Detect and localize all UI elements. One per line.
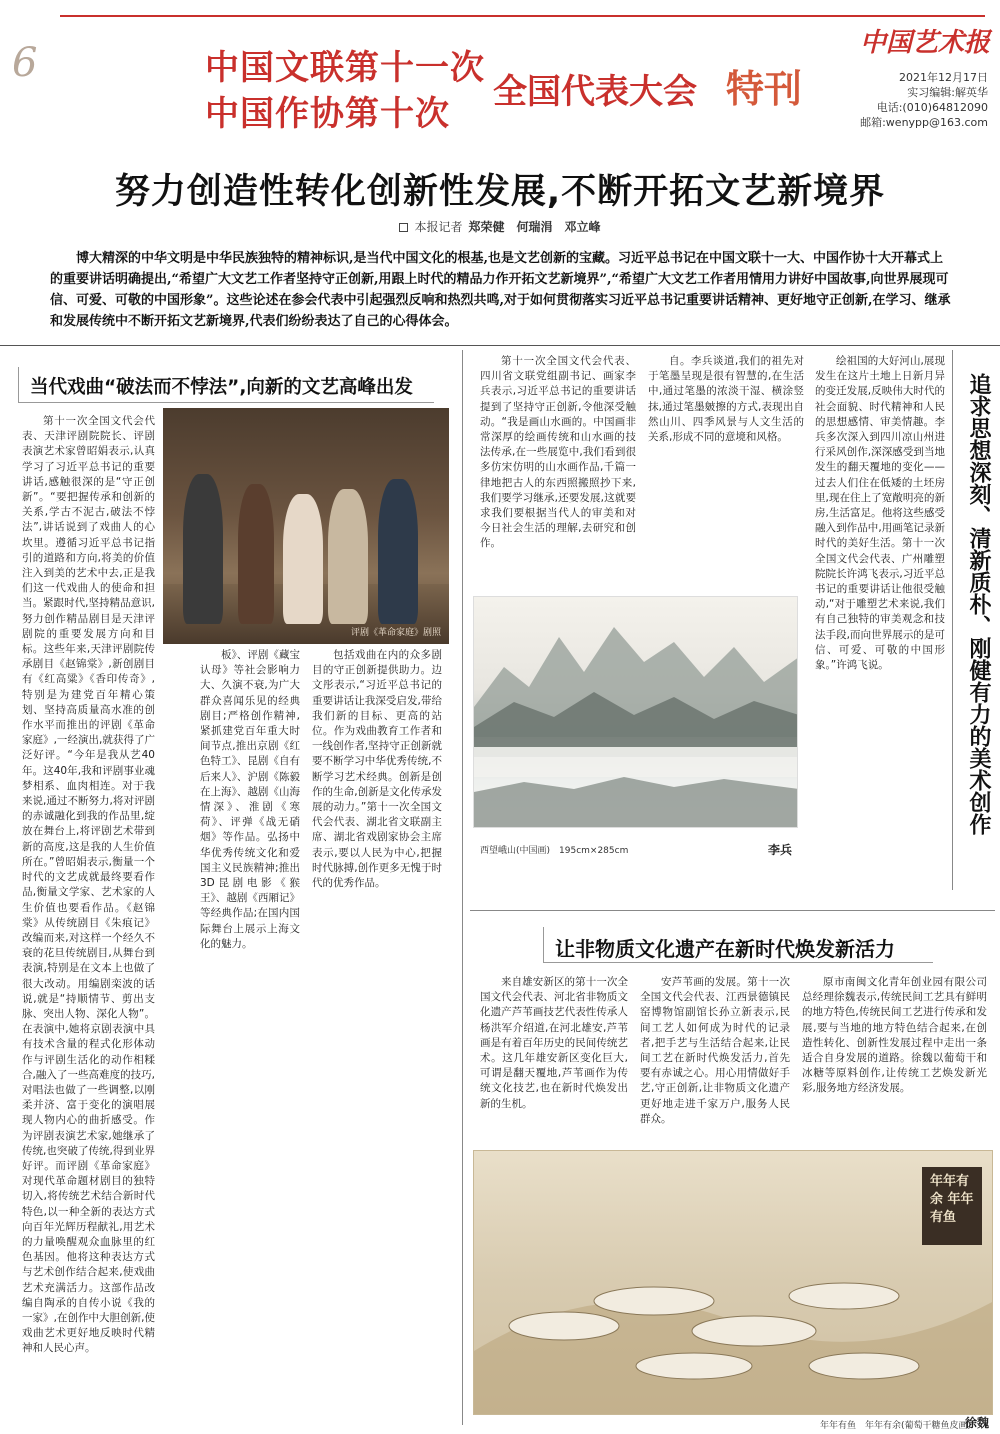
paragraph: 安芦苇画的发展。第十一次全国文代会代表、江西景德镇民窑博物馆副馆长孙立新表示,民间工艺人如何成为时代的记录者,把手艺与生活结合起来,让民间工艺在新时代焕发活力,首先要有赤诚之心。用心用情做好手艺,守正创新,让非物质文化遗产更好地走进千家万户,服务人民群众。 xyxy=(640,976,790,1125)
photo-caption: 评剧《革命家庭》剧照 xyxy=(350,628,441,638)
special-title-line1: 中国文联第十一次 xyxy=(205,48,485,88)
paragraph: 自。李兵谈道,我们的祖先对于笔墨呈现是很有智慧的,在生活中,通过笔墨的浓淡干湿、横涂竖抹,通过笔墨皴擦的方式,表现出自然山川、四季风景与人文生活的关系,形成不同的意境和风格。 xyxy=(648,355,804,444)
paragraph: 第十一次全国文代会代表、天津评剧院院长、评剧表演艺术家曾昭娟表示,认真学习了习近平总书记的重要讲话,感触很深的是“守正创新”。“要把握传承和创新的关系,学古不泥古,破法不悖法”,讲话说到了戏曲人的心坎里。遵循习近平总书记指引的道路和方向,将美的价值注入到美的艺术中去,正是我们这一代戏曲人的使命和担当。紧跟时代,坚持精品意识,努力创作精品剧目是天津评剧院的重要发展方向和目标。这些年来,天津评剧院传承剧目《赵锦棠》,新创剧目有《红高粱》《香印传奇》,特别是为建党百年精心策划、坚持高质量高水准的创作水平而推出的评剧《革命家庭》,一经演出,就获得了广泛好评。“今年是我从艺40年。这40年,我和评剧事业魂梦相系、血肉相连。对于我来说,通过不断努力,将对评剧的赤诚融化到我的作品里,绽放在舞台上,将评剧艺术带到新的高度,这是我的人生价值所在。”曾昭娟表示,衡量一个时代的文艺成就最终要看作品,衡量文学家、艺术家的人生价值也要看作品。《赵锦棠》从传统剧目《朱痕记》改编而来,对这样一个经久不衰的花旦传统剧目,从舞台到表演,特别是在文本上也做了很大改动。用编剧栾波的话说,就是“持顺情节、剪出支脉、突出人物、深化人物”。在表演中,她将京剧表演中具有技术含量的程式化形体动作与评剧生活化的动作相糅合,融入了一些高难度的技巧,对唱法也做了一些调整,以刚柔并济、富于变化的演唱展现人物内心的曲折感受。作为评剧表演艺术家,她继承了传统,也突破了传统,得到业界好评。而评剧《革命家庭》对现代革命题材剧目的独特切入,将传统艺术结合新时代特色,以一种全新的表达方式向百年光辉历程献礼,用艺术的力量唤醒观众血脉里的红色基因。他将这种表达方式与艺术创作结合起来,使戏曲艺术充满活力。这部作品改编自陶承的自传小说《我的一家》,在创作中大胆创新,使戏曲艺术更好地反映时代精神和人民心声。 xyxy=(22,415,155,1355)
column-divider xyxy=(462,350,463,1425)
fish-author: 徐魏 xyxy=(965,1416,990,1430)
section-head-art: 追求思想深刻、清新质朴、刚健有力的美术创作 xyxy=(966,373,991,835)
section-divider xyxy=(470,910,995,911)
header-rule xyxy=(60,15,985,17)
special-title-edition: 特刊 xyxy=(726,67,803,111)
byline-names: 郑荣健 何瑞涓 邓立峰 xyxy=(468,220,601,234)
special-title-line2: 中国作协第十次 xyxy=(205,94,450,134)
issue-date: 2021年12月17日 xyxy=(899,71,988,84)
text-column xyxy=(480,354,636,592)
fish-artwork-title: 年年有余 年年有鱼 xyxy=(922,1167,982,1245)
mountain-painting xyxy=(473,596,798,828)
paragraph: 来自雄安新区的第十一次全国文代会代表、河北省非物质文化遗产芦苇画技艺代表性传承人杨洪军介绍道,在河北雄安,芦苇画是有着百年历史的民间传统艺术。这几年雄安新区变化巨大,可谓是翻天覆地,芦苇画作为传统文化技艺,也在新时代焕发出新的生机。 xyxy=(480,976,628,1110)
section-bracket xyxy=(18,367,434,403)
lead-divider xyxy=(0,345,1000,346)
text-column xyxy=(312,648,442,1420)
column-divider xyxy=(952,350,953,890)
text-column xyxy=(22,414,155,1420)
paragraph: 绘祖国的大好河山,展现发生在这片土地上日新月异的变迁发展,反映伟大时代的社会面貌、时代精神和人民的思想感情、审美情趣。李兵多次深入到四川凉山州进行采风创作,深深感受到当地发生的翻天覆地的变化——过去人们住在低矮的土坯房里,现在住上了宽敞明亮的新房,生活富足。他将这些感受融入到作品中,用画笔记录新时代的美好生活。第十一次全国文代会代表、广州雕塑院院长许鸿飞表示,习近平总书记的重要讲话让他很受触动,“对于雕塑艺术来说,我们有自己独特的审美观念和技法手段,而向世界展示的是可信、可爱、可敬的中国形象。”许鸿飞说。 xyxy=(815,355,945,672)
special-title-congress: 全国代表大会 xyxy=(493,72,697,112)
byline-box-icon xyxy=(399,223,408,232)
contact-email: 邮箱:wenypp@163.com xyxy=(860,116,988,129)
section-head-opera-text: 当代戏曲“破法而不悖法”,向新的文艺高峰出发 xyxy=(30,377,413,398)
text-column xyxy=(815,354,945,874)
performer-figure xyxy=(238,484,274,624)
performer-figure xyxy=(378,479,418,624)
byline-prefix: 本报记者 xyxy=(414,220,463,234)
contact-phone: 电话:(010)64812090 xyxy=(876,101,988,114)
text-column xyxy=(640,975,790,1370)
page-number: 6 xyxy=(12,40,38,86)
text-column xyxy=(480,975,628,1370)
text-column xyxy=(200,648,300,1420)
mountain-illustration xyxy=(474,597,798,828)
performer-figure xyxy=(183,474,223,624)
opera-stage-photo xyxy=(163,408,449,644)
text-column xyxy=(648,354,804,592)
article-lead: 博大精深的中华文明是中华民族独特的精神标识,是当代中国文化的根基,也是文艺创新的宝藏。习近平总书记在中国文联十一大、中国作协十大开幕式上的重要讲话明确提出,“希望广大文艺工作者坚持守正创新,用跟上时代的精品力作开拓文艺新境界”,“希望广大文艺工作者用情用力讲好中国故事,向世界展现可信、可爱、可敬的中国形象”。这些论述在参会代表中引起强烈反响和热烈共鸣,对于如何贯彻落实习近平总书记重要讲话精神、更好地守正创新,在学习、继承和发展传统中不断开拓文艺新境界,代表们纷纷表达了自己的心得体会。 xyxy=(50,251,951,329)
section-head-heritage xyxy=(555,933,895,962)
article-headline: 努力创造性转化创新性发展,不断开拓文艺新境界 xyxy=(114,172,886,212)
paragraph: 第十一次全国文代会代表、四川省文联党组副书记、画家李兵表示,习近平总书记的重要讲话提到了坚持守正创新,令他深受触动。“我是画山水画的。中国画非常深厚的绘画传统和山水画的技法传承,在一些展览中,我们看到很多仿宋仿明的山水画作品,千篇一律地把古人的东西照搬照抄下来,我们要学习继承,还要发展,这就要求我们要根据当代人的审美和对今日社会生活的理解,去研究和创作。 xyxy=(480,355,636,550)
section-bracket xyxy=(543,927,933,963)
performer-figure xyxy=(283,494,323,624)
fish-caption: 年年有鱼 年年有余(葡萄干糖鱼皮画) xyxy=(820,1421,972,1431)
section-head-heritage-text: 让非物质文化遗产在新时代焕发新活力 xyxy=(555,937,895,961)
paragraph: 原市南闽文化青年创业园有限公司总经理徐魏表示,传统民间工艺具有鲜明的地方特色,传统民间工艺进行传承和发展,要与当地的地方特色结合起来,在创造性转化、创新性发展过程中走出一条适合自身发展的道路。徐魏以葡萄干和冰糖等原料创作,让传统工艺焕发新光彩,服务地方经济发展。 xyxy=(802,976,987,1095)
performer-figure xyxy=(328,489,368,624)
paragraph: 板》、评剧《藏宝认母》等社会影响力大、久演不衰,为广大群众喜闻乐见的经典剧目;严格创作精神,紧抓建党百年重大时间节点,推出京剧《红色特工》、昆剧《自有后来人》、沪剧《陈毅在上海》、越剧《山海情深》、淮剧《寒荷》、评弹《战无硝烟》等作品。弘扬中华优秀传统文化和爱国主义民族精神;推出3D昆剧电影《猴王》、越剧《西厢记》等经典作品;在国内国际舞台上展示上海文化的魅力。 xyxy=(200,649,300,950)
text-column xyxy=(802,975,987,1270)
newspaper-masthead: 中国艺术报 xyxy=(860,28,991,58)
paragraph: 包括戏曲在内的众多剧目的守正创新提供助力。边文彤表示,“习近平总书记的重要讲话让我深受启发,带给我们新的目标、更高的站位。作为戏曲教育工作者和一线创作者,坚持守正创新就要不断学习中华优秀传统,不断学习艺术经典。创新是创作的生命,创新是文化传承发展的动力。”第十一次全国文代会代表、湖北省文联副主席、湖北省戏剧家协会主席表示,要以人民为中心,把握时代脉搏,创作更多无愧于时代的优秀作品。 xyxy=(312,649,442,890)
page-header xyxy=(0,0,1000,135)
editor-credit: 实习编辑:解英华 xyxy=(907,86,988,99)
painting-author: 李兵 xyxy=(768,843,793,857)
painting-caption: 西望峨山(中国画) 195cm×285cm xyxy=(480,846,629,856)
section-head-opera xyxy=(30,373,413,399)
byline xyxy=(0,218,1000,235)
